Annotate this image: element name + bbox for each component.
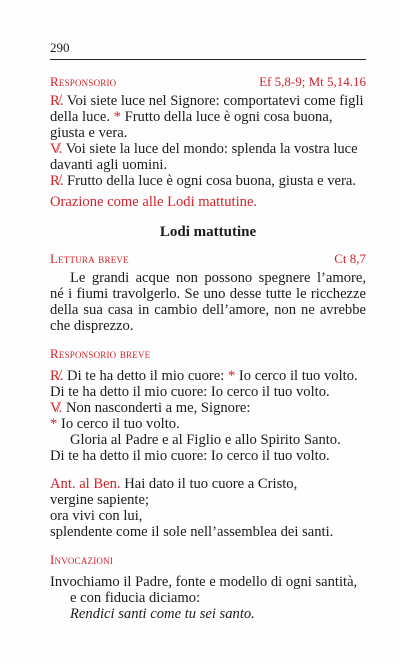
antifona-line-1 bbox=[50, 476, 366, 492]
responsorio-line-2-text: Voi siete la luce del mondo: splenda la vostra luce davanti agli uomini. bbox=[50, 141, 358, 173]
lettura-heading: Lettura breve bbox=[50, 251, 129, 266]
v-symbol: V̸. bbox=[50, 141, 63, 157]
responsorio-line-1b: Frutto della luce è ogni cosa buona, giusta e vera. bbox=[50, 109, 333, 141]
lettura-reference: Ct 8,7 bbox=[334, 251, 366, 266]
rb-line-3 bbox=[50, 400, 366, 416]
asterisk: * bbox=[113, 109, 121, 125]
rb-line-5: Gloria al Padre e al Figlio e allo Spirito Santo. bbox=[70, 432, 341, 448]
responsorio-line-1 bbox=[50, 93, 366, 141]
responsorio-line-3-text: Frutto della luce è ogni cosa buona, giusta e vera. bbox=[67, 173, 356, 189]
invocazioni-block bbox=[50, 574, 366, 622]
rb-line-1b: Io cerco il tuo volto. bbox=[238, 368, 358, 384]
antifona-line-1-text: Hai dato il tuo cuore a Cristo, bbox=[124, 476, 298, 492]
asterisk: * bbox=[50, 416, 58, 432]
antifona-line-2: vergine sapiente; bbox=[50, 492, 150, 508]
r-symbol: R̸. bbox=[50, 368, 64, 384]
responsorio-breve-text bbox=[50, 368, 366, 464]
responsorio-heading-row bbox=[50, 74, 366, 90]
rb-line-4 bbox=[50, 416, 366, 432]
invocazioni-response: Rendici santi come tu sei santo. bbox=[70, 606, 255, 622]
invocazioni-text: Invochiamo il Padre, fonte e modello di ogni santità, e con fiducia diciamo: bbox=[50, 574, 358, 606]
section-title: Lodi mattutine bbox=[159, 224, 257, 240]
antifona-block bbox=[50, 476, 366, 540]
r-symbol: R̸. bbox=[50, 93, 64, 109]
responsorio-line-3 bbox=[50, 173, 366, 189]
rb-line-3-text: Non nasconderti a me, Signore: bbox=[65, 400, 251, 416]
responsorio-breve-heading: Responsorio breve bbox=[50, 346, 151, 361]
r-symbol: R̸. bbox=[50, 173, 64, 189]
invocazioni-heading: Invocazioni bbox=[50, 552, 114, 567]
rb-line-1 bbox=[50, 368, 366, 384]
asterisk: * bbox=[227, 368, 236, 384]
rb-line-4-text: Io cerco il tuo volto. bbox=[60, 416, 180, 432]
antifona-line-3: ora vivi con lui, bbox=[50, 508, 143, 524]
responsorio-reference: Ef 5,8-9; Mt 5,14.16 bbox=[259, 74, 366, 89]
antifona-line-4: splendente come il sole nell’assemblea dei santi. bbox=[50, 524, 334, 540]
orazione-note: Orazione come alle Lodi mattutine. bbox=[50, 194, 258, 210]
responsorio-breve-heading-row bbox=[50, 346, 366, 362]
invocazioni-heading-row bbox=[50, 552, 366, 568]
rb-line-6: Di te ha detto il mio cuore: Io cerco il tuo volto. bbox=[50, 448, 330, 464]
v-symbol: V̸. bbox=[50, 400, 63, 416]
rb-line-1a: Di te ha detto il mio cuore: bbox=[67, 368, 225, 384]
responsorio-line-1a: Voi siete luce nel Signore: comportatevi come figli della luce. bbox=[50, 93, 364, 125]
antifona-label: Ant. al Ben. bbox=[50, 476, 121, 492]
page-number: 290 bbox=[50, 40, 70, 55]
rb-line-2: Di te ha detto il mio cuore: Io cerco il tuo volto. bbox=[50, 384, 330, 400]
responsorio-text bbox=[50, 93, 366, 189]
page-header bbox=[50, 40, 366, 60]
lettura-text: Le grandi acque non possono spegnere l’amore, né i fiumi travolgerlo. Se uno desse tutte le ricchezze della sua casa in cambio dell’amore, non ne avrebbe che disprezzo. bbox=[50, 270, 366, 334]
responsorio-heading: Responsorio bbox=[50, 74, 117, 89]
lettura-heading-row bbox=[50, 251, 366, 267]
responsorio-line-2 bbox=[50, 141, 366, 173]
